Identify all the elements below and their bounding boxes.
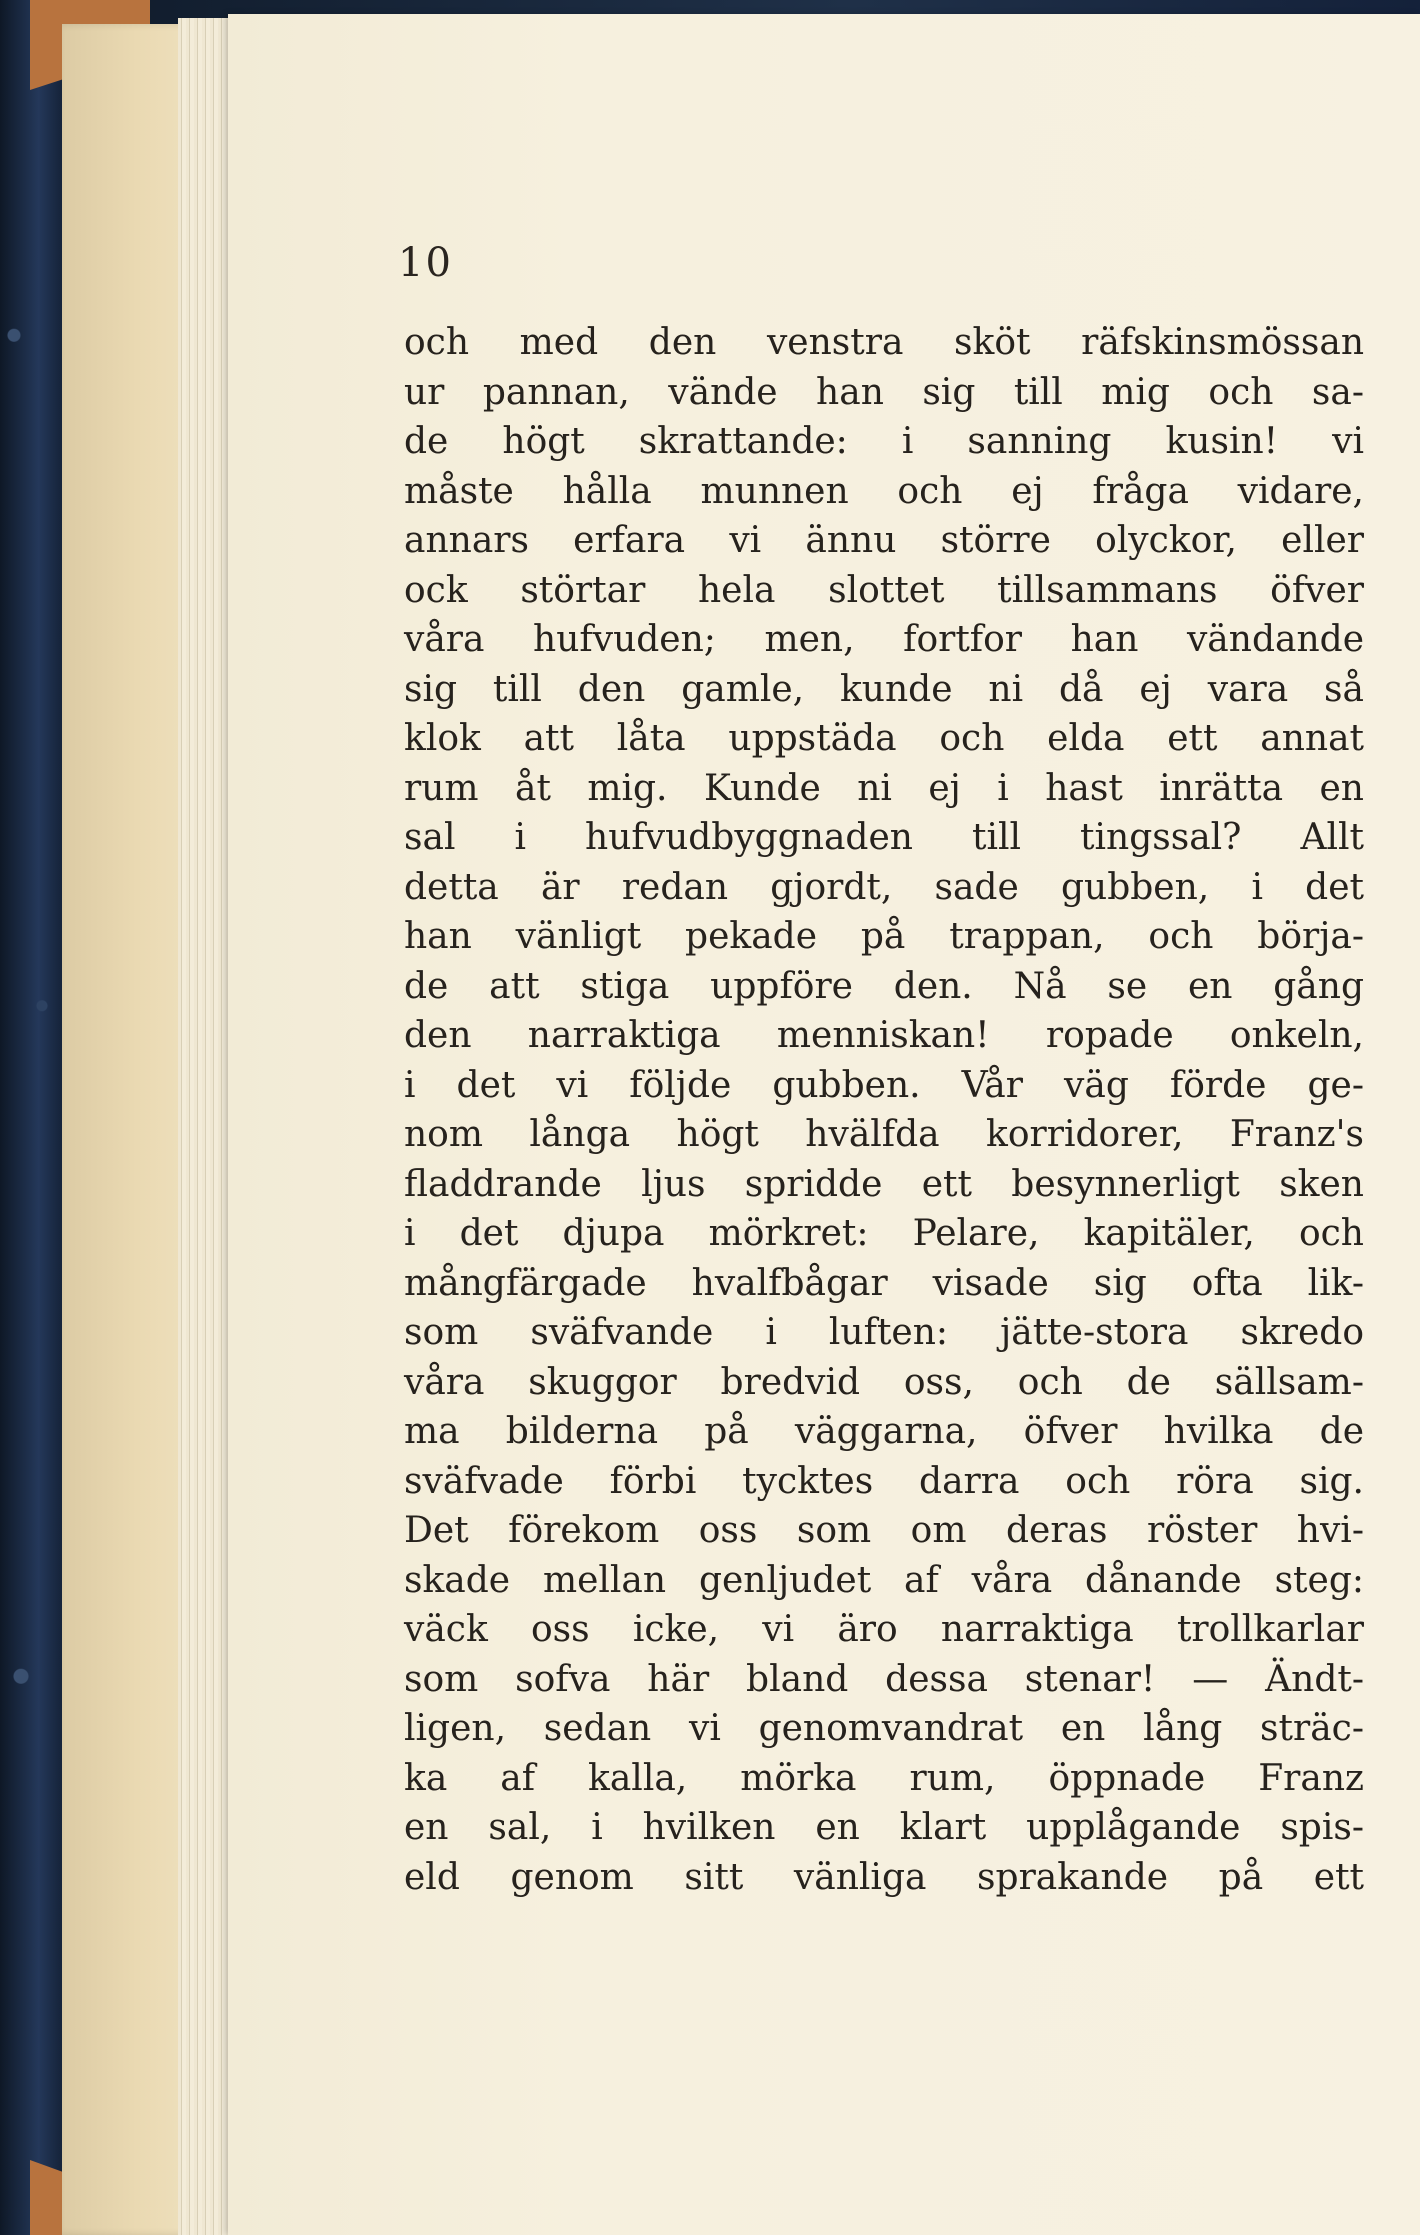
text-line: ur pannan, vände han sig till mig och sa- <box>404 371 1364 413</box>
text-line: måste hålla munnen och ej fråga vidare, <box>404 470 1364 512</box>
text-line: skade mellan genljudet af våra dånande steg: <box>404 1559 1364 1601</box>
text-line: eld genom sitt vänliga sprakande på ett <box>404 1856 1364 1898</box>
page-number: 10 <box>398 240 453 286</box>
text-line: fladdrande ljus spridde ett besynnerligt sken <box>404 1163 1364 1205</box>
text-line: ock störtar hela slottet tillsammans öfver <box>404 569 1364 611</box>
text-line: de högt skrattande: i sanning kusin! vi <box>404 421 1364 462</box>
text-line: väck oss icke, vi äro narraktiga trollkarlar <box>404 1609 1364 1650</box>
text-line: ma bilderna på väggarna, öfver hvilka de <box>404 1411 1364 1452</box>
text-line: Det förekom oss som om deras röster hvi- <box>404 1510 1364 1551</box>
text-line: i det djupa mörkret: Pelare, kapitäler, och <box>404 1213 1364 1254</box>
text-line: han vänligt pekade på trappan, och börja- <box>404 916 1364 957</box>
text-line: som sväfvande i luften: jätte-stora skredo <box>404 1312 1364 1353</box>
text-line: ka af kalla, mörka rum, öppnade Franz <box>404 1757 1364 1799</box>
text-line: våra skuggor bredvid oss, och de sällsam- <box>404 1361 1364 1403</box>
text-line: och med den venstra sköt räfskinsmössan <box>404 322 1364 363</box>
text-line: annars erfara vi ännu större olyckor, eller <box>404 520 1364 561</box>
text-line: i det vi följde gubben. Vår väg förde ge- <box>404 1064 1364 1106</box>
text-line: rum åt mig. Kunde ni ej i hast inrätta en <box>404 767 1364 809</box>
body-text <box>404 318 1364 1902</box>
text-line: den narraktiga menniskan! ropade onkeln, <box>404 1015 1364 1056</box>
text-line: sig till den gamle, kunde ni då ej vara så <box>404 668 1364 710</box>
text-line: klok att låta uppstäda och elda ett annat <box>404 718 1364 759</box>
text-line: våra hufvuden; men, fortfor han vändande <box>404 619 1364 660</box>
text-line: som sofva här bland dessa stenar! — Ändt- <box>404 1658 1364 1700</box>
text-line: ligen, sedan vi genomvandrat en lång sträc- <box>404 1708 1364 1749</box>
text-line: nom långa högt hvälfda korridorer, Franz's <box>404 1114 1364 1155</box>
text-line: sväfvade förbi tycktes darra och röra sig. <box>404 1460 1364 1502</box>
text-line: en sal, i hvilken en klart upplågande spis- <box>404 1807 1364 1848</box>
text-line: mångfärgade hvalfbågar visade sig ofta lik- <box>404 1262 1364 1304</box>
text-line: de att stiga uppföre den. Nå se en gång <box>404 965 1364 1007</box>
text-line: sal i hufvudbyggnaden till tingssal? Allt <box>404 817 1364 858</box>
text-line: detta är redan gjordt, sade gubben, i det <box>404 866 1364 908</box>
book-binding <box>0 0 70 2235</box>
